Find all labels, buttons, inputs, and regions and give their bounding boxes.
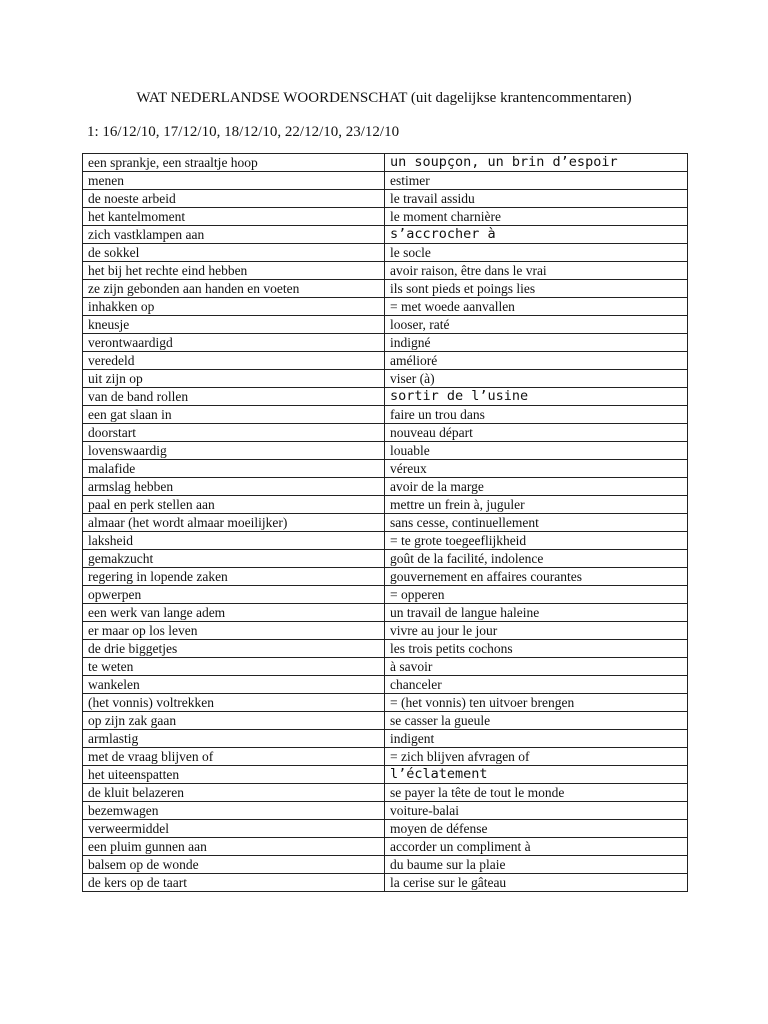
table-row [83, 622, 688, 640]
dutch-term-cell: uit zijn op [83, 370, 385, 388]
french-translation-cell: indigné [385, 334, 688, 352]
document-subtitle: 1: 16/12/10, 17/12/10, 18/12/10, 22/12/10, 23/12/10 [87, 124, 400, 140]
table-row [83, 802, 688, 820]
dutch-term-cell: er maar op los leven [83, 622, 385, 640]
table-row [83, 208, 688, 226]
dutch-term-cell: regering in lopende zaken [83, 568, 385, 586]
french-translation-cell: l’éclatement [385, 766, 688, 784]
french-translation-cell: = zich blijven afvragen of [385, 748, 688, 766]
french-translation-cell: le moment charnière [385, 208, 688, 226]
french-translation-cell: se payer la tête de tout le monde [385, 784, 688, 802]
french-translation-cell: à savoir [385, 658, 688, 676]
dutch-term-cell: doorstart [83, 424, 385, 442]
table-row [83, 370, 688, 388]
table-row [83, 658, 688, 676]
french-translation-cell: estimer [385, 172, 688, 190]
dutch-term-cell: zich vastklampen aan [83, 226, 385, 244]
french-translation-cell: le socle [385, 244, 688, 262]
dutch-term-cell: het kantelmoment [83, 208, 385, 226]
dutch-term-cell: kneusje [83, 316, 385, 334]
table-row [83, 604, 688, 622]
table-row [83, 244, 688, 262]
french-translation-cell: vivre au jour le jour [385, 622, 688, 640]
dutch-term-cell: met de vraag blijven of [83, 748, 385, 766]
table-row [83, 766, 688, 784]
french-translation-cell: chanceler [385, 676, 688, 694]
french-translation-cell: sortir de l’usine [385, 388, 688, 406]
table-row [83, 226, 688, 244]
dutch-term-cell: op zijn zak gaan [83, 712, 385, 730]
french-translation-cell: viser (à) [385, 370, 688, 388]
french-translation-cell: louable [385, 442, 688, 460]
table-row [83, 532, 688, 550]
dutch-term-cell: de noeste arbeid [83, 190, 385, 208]
dutch-term-cell: balsem op de wonde [83, 856, 385, 874]
dutch-term-cell: bezemwagen [83, 802, 385, 820]
dutch-term-cell: almaar (het wordt almaar moeilijker) [83, 514, 385, 532]
french-translation-cell: moyen de défense [385, 820, 688, 838]
table-row [83, 298, 688, 316]
french-translation-cell: avoir de la marge [385, 478, 688, 496]
french-translation-cell: goût de la facilité, indolence [385, 550, 688, 568]
dutch-term-cell: het uiteenspatten [83, 766, 385, 784]
french-translation-cell: nouveau départ [385, 424, 688, 442]
table-row [83, 154, 688, 172]
table-row [83, 694, 688, 712]
french-translation-cell: la cerise sur le gâteau [385, 874, 688, 892]
dutch-term-cell: de sokkel [83, 244, 385, 262]
french-translation-cell: = met woede aanvallen [385, 298, 688, 316]
table-row [83, 550, 688, 568]
french-translation-cell: indigent [385, 730, 688, 748]
dutch-term-cell: een pluim gunnen aan [83, 838, 385, 856]
french-translation-cell: ils sont pieds et poings lies [385, 280, 688, 298]
dutch-term-cell: de drie biggetjes [83, 640, 385, 658]
french-translation-cell: gouvernement en affaires courantes [385, 568, 688, 586]
french-translation-cell: un travail de langue haleine [385, 604, 688, 622]
dutch-term-cell: armlastig [83, 730, 385, 748]
french-translation-cell: = opperen [385, 586, 688, 604]
table-row [83, 748, 688, 766]
dutch-term-cell: (het vonnis) voltrekken [83, 694, 385, 712]
dutch-term-cell: veredeld [83, 352, 385, 370]
french-translation-cell: le travail assidu [385, 190, 688, 208]
dutch-term-cell: laksheid [83, 532, 385, 550]
french-translation-cell: accorder un compliment à [385, 838, 688, 856]
french-translation-cell: véreux [385, 460, 688, 478]
dutch-term-cell: opwerpen [83, 586, 385, 604]
dutch-term-cell: een sprankje, een straaltje hoop [83, 154, 385, 172]
dutch-term-cell: gemakzucht [83, 550, 385, 568]
table-row [83, 478, 688, 496]
french-translation-cell: se casser la gueule [385, 712, 688, 730]
dutch-term-cell: het bij het rechte eind hebben [83, 262, 385, 280]
dutch-term-cell: paal en perk stellen aan [83, 496, 385, 514]
table-row [83, 424, 688, 442]
dutch-term-cell: verweermiddel [83, 820, 385, 838]
french-translation-cell: voiture-balai [385, 802, 688, 820]
table-row [83, 316, 688, 334]
table-row [83, 406, 688, 424]
table-row [83, 172, 688, 190]
dutch-term-cell: armslag hebben [83, 478, 385, 496]
french-translation-cell: sans cesse, continuellement [385, 514, 688, 532]
dutch-term-cell: van de band rollen [83, 388, 385, 406]
table-row [83, 262, 688, 280]
table-row [83, 820, 688, 838]
french-translation-cell: un soupçon, un brin d’espoir [385, 154, 688, 172]
french-translation-cell: = te grote toegeeflijkheid [385, 532, 688, 550]
table-row [83, 460, 688, 478]
table-row [83, 874, 688, 892]
table-row [83, 856, 688, 874]
dutch-term-cell: een gat slaan in [83, 406, 385, 424]
dutch-term-cell: een werk van lange adem [83, 604, 385, 622]
french-translation-cell: faire un trou dans [385, 406, 688, 424]
table-row [83, 442, 688, 460]
dutch-term-cell: wankelen [83, 676, 385, 694]
document-title: WAT NEDERLANDSE WOORDENSCHAT (uit dagelijkse krantencommentaren) [136, 90, 632, 106]
table-row [83, 352, 688, 370]
table-row [83, 838, 688, 856]
dutch-term-cell: de kers op de taart [83, 874, 385, 892]
french-translation-cell: les trois petits cochons [385, 640, 688, 658]
table-row [83, 676, 688, 694]
table-row [83, 496, 688, 514]
french-translation-cell: s’accrocher à [385, 226, 688, 244]
french-translation-cell: mettre un frein à, juguler [385, 496, 688, 514]
table-row [83, 280, 688, 298]
table-row [83, 514, 688, 532]
dutch-term-cell: te weten [83, 658, 385, 676]
table-row [83, 640, 688, 658]
vocabulary-table-body [83, 154, 688, 892]
table-row [83, 730, 688, 748]
dutch-term-cell: verontwaardigd [83, 334, 385, 352]
dutch-term-cell: de kluit belazeren [83, 784, 385, 802]
dutch-term-cell: menen [83, 172, 385, 190]
dutch-term-cell: malafide [83, 460, 385, 478]
dutch-term-cell: inhakken op [83, 298, 385, 316]
dutch-term-cell: lovenswaardig [83, 442, 385, 460]
table-row [83, 712, 688, 730]
french-translation-cell: amélioré [385, 352, 688, 370]
table-row [83, 568, 688, 586]
french-translation-cell: avoir raison, être dans le vrai [385, 262, 688, 280]
vocabulary-table [82, 153, 688, 892]
french-translation-cell: looser, raté [385, 316, 688, 334]
table-row [83, 784, 688, 802]
table-row [83, 388, 688, 406]
french-translation-cell: = (het vonnis) ten uitvoer brengen [385, 694, 688, 712]
dutch-term-cell: ze zijn gebonden aan handen en voeten [83, 280, 385, 298]
table-row [83, 190, 688, 208]
table-row [83, 586, 688, 604]
table-row [83, 334, 688, 352]
french-translation-cell: du baume sur la plaie [385, 856, 688, 874]
